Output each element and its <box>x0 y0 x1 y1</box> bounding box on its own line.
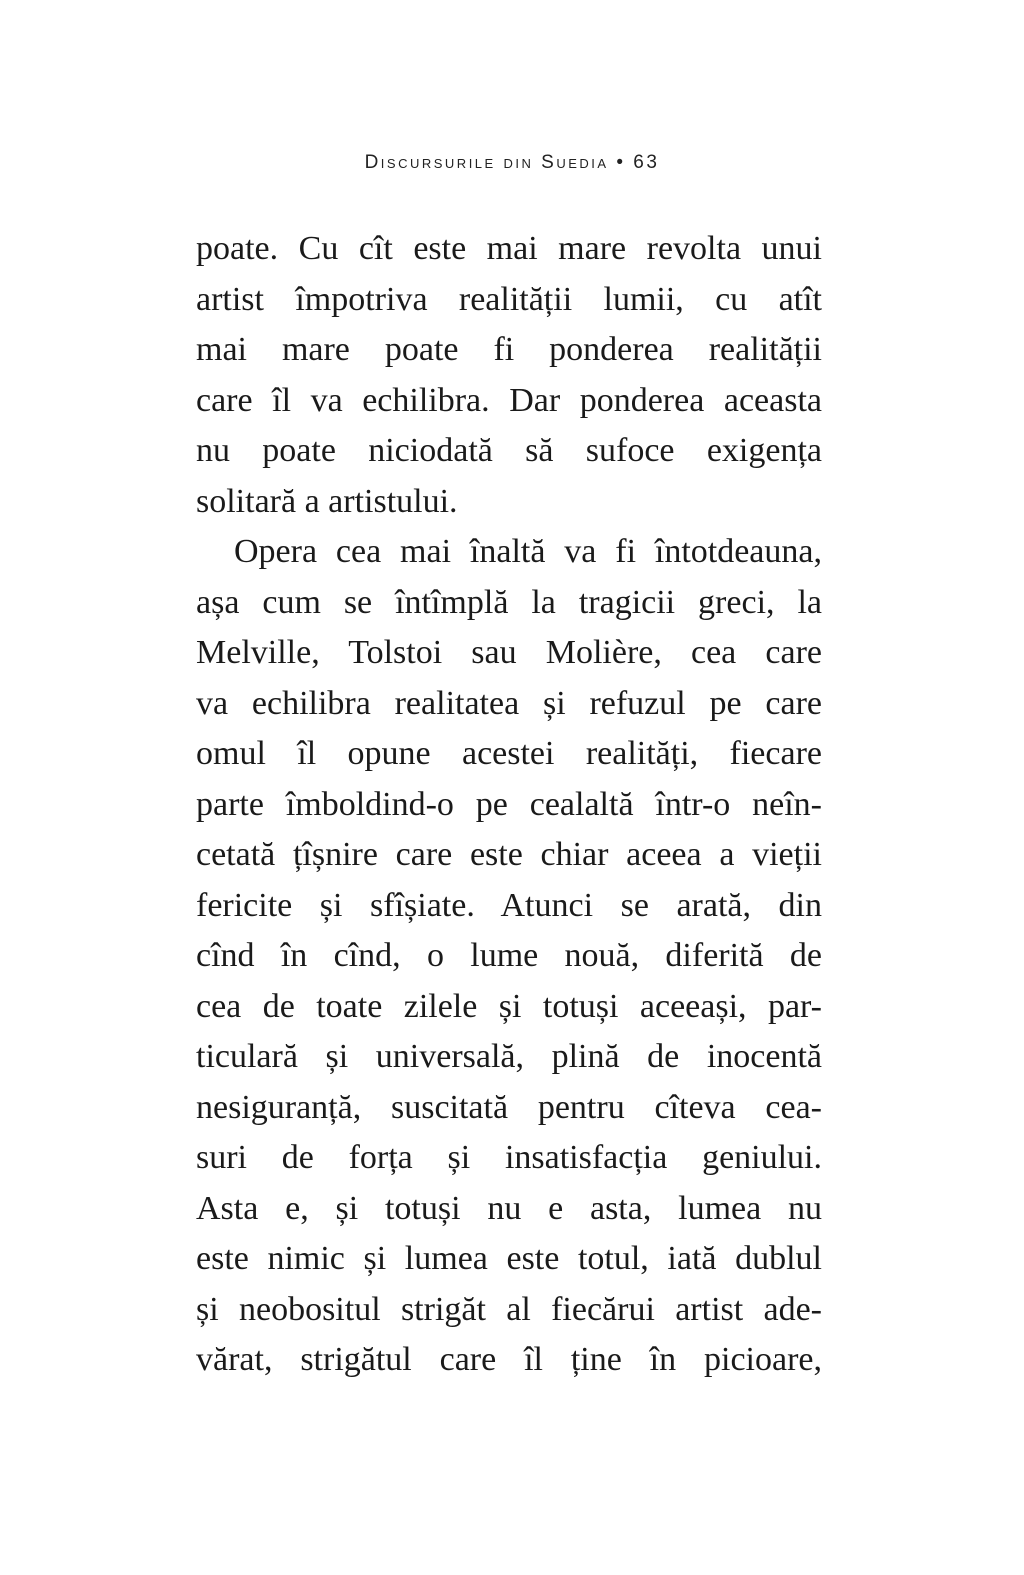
text-line: care îl va echilibra. Dar ponderea aceasta <box>196 381 822 419</box>
text-line: solitară a artistului. <box>196 482 458 520</box>
text-line: nu poate niciodată să sufoce exigența <box>196 432 822 469</box>
paragraph <box>196 224 822 527</box>
text-line: artist împotriva realității lumii, cu atît <box>196 280 822 318</box>
text-line: ticulară și universală, plină de inocentă <box>196 1038 822 1075</box>
text-line: Melville, Tolstoi sau Molière, cea care <box>196 634 822 671</box>
text-line: mai mare poate fi ponderea realității <box>196 331 822 368</box>
page-number: 63 <box>633 152 660 173</box>
text-line: omul îl opune acestei realități, fiecare <box>196 735 822 772</box>
text-line: Opera cea mai înaltă va fi întotdeauna, <box>234 533 822 570</box>
text-line: parte îmboldind-o pe cealaltă într-o neîn- <box>196 785 822 823</box>
body-text <box>196 224 822 1386</box>
text-line: cea de toate zilele și totuși aceeași, par- <box>196 987 822 1025</box>
text-line: cînd în cînd, o lume nouă, diferită de <box>196 937 822 974</box>
text-line: și neobositul strigăt al fiecărui artist ade- <box>196 1290 822 1328</box>
text-line: va echilibra realitatea și refuzul pe care <box>196 684 822 722</box>
text-line: nesiguranță, suscitată pentru cîteva cea- <box>196 1088 822 1126</box>
running-title: Discursurile din Suedia <box>364 152 609 173</box>
text-line: poate. Cu cît este mai mare revolta unui <box>196 230 822 267</box>
text-line: suri de forța și insatisfacția geniului. <box>196 1139 822 1176</box>
text-line: așa cum se întîmplă la tragicii greci, la <box>196 583 822 621</box>
text-line: cetată țîșnire care este chiar aceea a vieții <box>196 836 822 873</box>
text-line: este nimic și lumea este totul, iată dublul <box>196 1240 822 1277</box>
text-line: fericite și sfîșiate. Atunci se arată, din <box>196 886 822 924</box>
text-line: Asta e, și totuși nu e asta, lumea nu <box>196 1189 822 1227</box>
running-header <box>0 152 1024 174</box>
separator-bullet: • <box>616 152 626 173</box>
paragraph <box>196 527 822 1386</box>
text-line: vărat, strigătul care îl ține în picioare, <box>196 1341 822 1378</box>
